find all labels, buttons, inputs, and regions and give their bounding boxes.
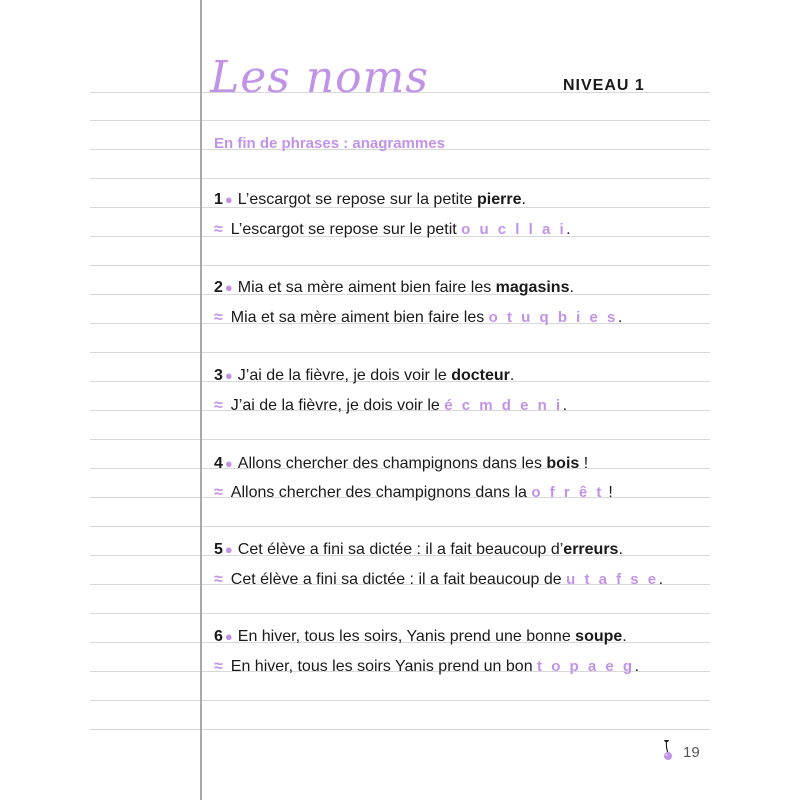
original-sentence bbox=[214, 279, 574, 297]
sentence-ending: . bbox=[566, 221, 571, 238]
anagram-letters: t o p a e g bbox=[537, 658, 635, 675]
level-label: NIVEAU 1 bbox=[563, 77, 645, 94]
bullet-icon: ● bbox=[224, 456, 233, 471]
sentence-text: L’escargot se repose sur la petite bbox=[237, 191, 478, 208]
ruled-line bbox=[90, 729, 710, 730]
page-title: Les noms bbox=[210, 52, 429, 103]
sentence-ending: . bbox=[521, 191, 526, 208]
ruled-line bbox=[90, 439, 710, 440]
ruled-line bbox=[90, 700, 710, 701]
rewritten-sentence bbox=[214, 397, 567, 415]
sentence-ending: ! bbox=[579, 455, 589, 472]
rewritten-sentence bbox=[214, 484, 613, 502]
target-word: docteur bbox=[451, 367, 510, 384]
bullet-icon: ● bbox=[224, 192, 233, 207]
bullet-icon: ● bbox=[224, 280, 233, 295]
approx-icon: ≈ bbox=[214, 484, 223, 501]
sentence-ending: . bbox=[509, 367, 515, 384]
section-title: En fin de phrases : anagrammes bbox=[214, 135, 445, 152]
sentence-text: J’ai de la fièvre, je dois voir le bbox=[230, 397, 445, 414]
sentence-text: Allons chercher des champignons dans la bbox=[230, 484, 532, 501]
sentence-ending: . bbox=[617, 309, 623, 326]
rewritten-sentence bbox=[214, 658, 639, 676]
sentence-ending: . bbox=[618, 541, 623, 558]
sentence-ending: ! bbox=[603, 484, 613, 501]
target-word: pierre bbox=[477, 191, 522, 208]
sentence-ending: . bbox=[658, 571, 664, 588]
anagram-letters: é c m d e n i bbox=[444, 397, 563, 414]
sentence-text: Mia et sa mère aiment bien faire les bbox=[237, 279, 496, 296]
sentence-text: Cet élève a fini sa dictée : il a fait beaucoup de bbox=[230, 571, 567, 588]
ruled-line bbox=[90, 526, 710, 527]
sentence-text: Allons chercher des champignons dans les bbox=[237, 455, 547, 472]
anagram-letters: o t u q b i e s bbox=[488, 309, 618, 326]
target-word: soupe bbox=[575, 628, 623, 645]
original-sentence bbox=[214, 628, 627, 646]
ruled-line bbox=[90, 178, 710, 179]
margin-line bbox=[200, 0, 202, 800]
target-word: erreurs bbox=[563, 541, 619, 558]
exercise-number: 2 bbox=[214, 279, 223, 296]
approx-icon: ≈ bbox=[214, 309, 223, 326]
sentence-text: Mia et sa mère aiment bien faire les bbox=[230, 309, 489, 326]
approx-icon: ≈ bbox=[214, 221, 223, 238]
exercise-number: 3 bbox=[214, 367, 223, 384]
page-number: 19 bbox=[683, 744, 700, 761]
exercise-number: 5 bbox=[214, 541, 223, 558]
exercise-number: 6 bbox=[214, 628, 223, 645]
ruled-line bbox=[90, 613, 710, 614]
approx-icon: ≈ bbox=[214, 658, 223, 675]
anagram-letters: o f r ê t bbox=[531, 484, 604, 501]
ruled-line bbox=[90, 120, 710, 121]
original-sentence bbox=[214, 455, 588, 473]
original-sentence bbox=[214, 367, 514, 385]
sentence-text: L’escargot se repose sur le petit bbox=[230, 221, 462, 238]
sentence-text: En hiver, tous les soirs, Yanis prend une bonne bbox=[237, 628, 576, 645]
ruled-line bbox=[90, 352, 710, 353]
exercise-number: 4 bbox=[214, 455, 223, 472]
sentence-text: J’ai de la fièvre, je dois voir le bbox=[237, 367, 452, 384]
approx-icon: ≈ bbox=[214, 397, 223, 414]
anagram-letters: u t a f s e bbox=[566, 571, 659, 588]
exercise-number: 1 bbox=[214, 191, 223, 208]
approx-icon: ≈ bbox=[214, 571, 223, 588]
rewritten-sentence bbox=[214, 571, 663, 589]
bullet-icon: ● bbox=[224, 629, 233, 644]
anagram-letters: o u c l l a i bbox=[461, 221, 567, 238]
cherry-icon bbox=[660, 738, 674, 762]
sentence-ending: . bbox=[562, 397, 568, 414]
original-sentence bbox=[214, 191, 526, 209]
target-word: magasins bbox=[495, 279, 570, 296]
rewritten-sentence bbox=[214, 309, 622, 327]
target-word: bois bbox=[546, 455, 580, 472]
sentence-ending: . bbox=[622, 628, 627, 645]
sentence-text: Cet élève a fini sa dictée : il a fait beaucoup d’ bbox=[237, 541, 564, 558]
rewritten-sentence bbox=[214, 221, 571, 239]
sentence-ending: . bbox=[569, 279, 574, 296]
bullet-icon: ● bbox=[224, 542, 233, 557]
sentence-ending: . bbox=[634, 658, 640, 675]
ruled-line bbox=[90, 265, 710, 266]
bullet-icon: ● bbox=[224, 368, 233, 383]
sentence-text: En hiver, tous les soirs Yanis prend un bon bbox=[230, 658, 538, 675]
original-sentence bbox=[214, 541, 623, 559]
